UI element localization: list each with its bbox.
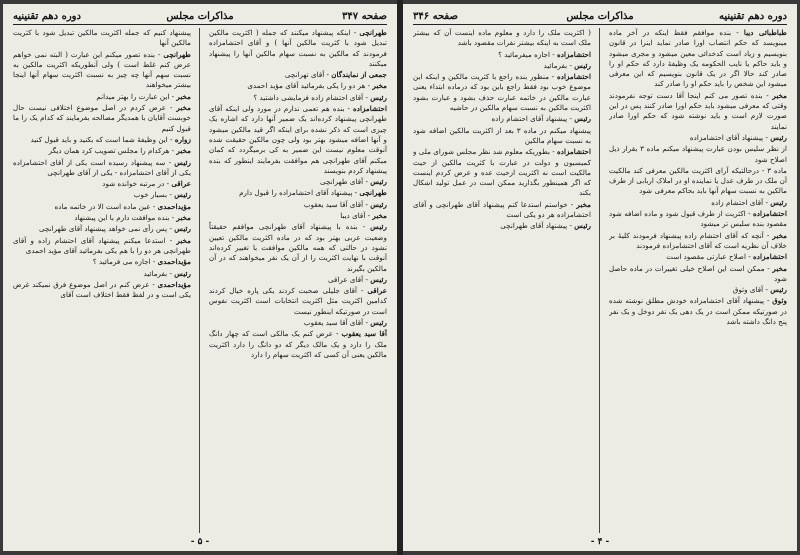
left-page-number-label: صفحه ۳۴۷ (342, 11, 387, 22)
speech-text: - آقای دیبا (340, 211, 371, 221)
speech-text: - پیشنهاد آقای احتشامزاده (689, 132, 768, 142)
transcript-paragraph (13, 135, 191, 145)
speaker-name: رئیس (370, 318, 387, 328)
left-page-right-column (209, 28, 387, 533)
transcript-paragraph (209, 329, 387, 360)
speaker-name: رئیس (370, 199, 387, 209)
speaker-name: احتشامزاده (557, 72, 591, 82)
transcript-paragraph (609, 296, 787, 327)
speaker-name: احتشامزاده (753, 252, 787, 262)
left-page-session: دوره دهم تقنینیه (13, 11, 81, 22)
speaker-name: مخبر (176, 213, 191, 223)
speaker-name: رئیس (174, 190, 191, 200)
speaker-name: مخبر (772, 230, 787, 240)
transcript-paragraph (13, 280, 191, 301)
speech-text: - هر دو را یکی بفرمائید آقای مؤید احمدی (247, 81, 371, 91)
speaker-name: رئیس (370, 177, 387, 187)
speaker-name: جمعی از نمایندگان (331, 70, 387, 80)
speaker-name: رئیس (770, 132, 787, 142)
transcript-paragraph (13, 224, 191, 234)
speaker-name: عراقی (367, 286, 387, 296)
speaker-name: آقا سید یعقوب (341, 329, 387, 339)
speaker-name: مخبر (772, 263, 787, 273)
transcript-paragraph (209, 28, 387, 69)
speaker-name: احتشامزاده (557, 147, 591, 157)
speech-text: - آقای طهرانچی (320, 177, 368, 187)
speaker-name: رئیس (174, 224, 191, 234)
speaker-name: رئیس (370, 222, 387, 232)
speech-text: - منظور بنده راجع با کثریت مالکین و اینکه این موضوع خوب بود فقط راجع باین بود که درماده ابتداء یعنی عبارت مالکین در خاتمه عبارت حذف بشود و عبارت بشود اکثریت مالکین به نسبت سهام مالکین در حاشیه (413, 72, 591, 113)
right-page-number-label: صفحه ۳۴۶ (413, 11, 458, 22)
speaker-name: وثوق (772, 296, 787, 306)
speech-text: - پیشنهاد آقای طهرانچی (500, 221, 572, 231)
transcript-paragraph (413, 61, 591, 71)
speaker-name: رئیس (770, 197, 787, 207)
speaker-name: عراقی (171, 179, 191, 189)
transcript-paragraph (13, 92, 191, 102)
speech-text: - پیشنهاد آقای احتشامزاده خودش مطلق نوشته شده در صورتیکه ممکن است در یک دهی یک نفر دوخل و یک نفر پنج دانگ داشته باشد (609, 296, 787, 327)
transcript-paragraph (13, 146, 191, 156)
speech-text: - بنده با پیشنهاد آقای طهرانچی موافقم حقیقتاً وضعیت عربی بهتر بود که در ماده اکثریت مالکین تعیین نشود در حالتی که همه مالکین موافقت با تغییر کرده‌اند آنوقت با نهایت اکثریت را از آن یک نفر میخواهند که در آن مالکین بگیرند (209, 222, 387, 273)
speaker-name: طهرانچی (359, 28, 387, 37)
speaker-name: رئیس (574, 114, 591, 124)
transcript-paragraph (609, 252, 787, 262)
speaker-name: طهرانچی (359, 188, 387, 198)
transcript-paragraph (209, 318, 387, 328)
speaker-name: رئیس (370, 274, 387, 284)
speaker-name: مخبر (176, 146, 191, 156)
right-page-footer: - ۴ - (590, 537, 610, 547)
transcript-paragraph (13, 236, 191, 257)
speaker-name: رئیس (174, 268, 191, 278)
speaker-name: احتشامزاده (353, 104, 387, 114)
speaker-name: رئیس (174, 157, 191, 167)
left-column-divider (199, 28, 200, 533)
speaker-name: زواره (174, 134, 191, 144)
speech-text: - بطوریکه معلوم شد نظر مجلس شورای ملی و کمیسیون و دولت در عبارت با کثریت مالکین از حیث مالکیت است نه اکثریت ازحیث عده و عرض کردم اینست که اگر همینطور بگذارید ممکن است در عمل تولید اشکال بکند (413, 147, 591, 198)
transcript-paragraph (609, 91, 787, 132)
speech-text: - آقای عراقی (327, 274, 368, 284)
right-page-title: مذاکرات مجلس (566, 11, 634, 22)
speaker-name: مؤیداحمدی (157, 201, 191, 211)
right-page-header (413, 10, 787, 25)
speech-text: - اصلاح عبارتی مقصود است (666, 252, 751, 262)
speech-text: - اجازه میفرمائید ؟ (498, 49, 555, 59)
left-page-header (13, 10, 387, 25)
transcript-paragraph (209, 188, 387, 198)
transcript-paragraph (13, 50, 191, 91)
speech-text: - اجازه می فرمائید ؟ (92, 257, 156, 267)
transcript-paragraph (609, 198, 787, 208)
left-page-footer: - ۵ - (190, 537, 210, 547)
speech-text: پیشنهاد کنیم که جمله اکثریت مالکین تبدیل شود با کثریت مالکین آنها (13, 28, 191, 48)
transcript-paragraph (609, 264, 787, 285)
speaker-name: رئیس (574, 60, 591, 70)
transcript-paragraph (609, 166, 787, 197)
transcript-paragraph (609, 285, 787, 295)
transcript-paragraph (209, 93, 387, 103)
transcript-paragraph (609, 209, 787, 230)
transcript-paragraph (13, 269, 191, 279)
speaker-name: احتشامزاده (752, 209, 787, 219)
speech-text: - ممکن است این اصلاح خیلی تغییرات در ماده حاصل شود (609, 263, 787, 283)
right-page-right-column (609, 28, 787, 533)
speech-text: - این عبارت را بهتر میدانم (96, 91, 175, 101)
speaker-name: رئیس (370, 92, 387, 102)
speech-text: - خواستم استدعا کنم پیشنهاد آقای طهرانچی و آقای احتشامزاده هر دو یکی است (413, 199, 591, 220)
speech-text: - اینکه پیشنهاد میکنند که جمله ( اکثریت مالکین تبدیل شود با کثریت مالکین آنها ) و آقای احتشامزاده فرمودند که مالکین به نسبت سهام مالکین آنها را پیشنهاد میکنند (209, 28, 387, 68)
speech-text: - بفرمائید (143, 268, 172, 278)
speech-text: - پیشنهاد آقای احتشامزاده را قبول دارم (239, 188, 358, 198)
speaker-name: مخبر (372, 211, 387, 221)
transcript-paragraph (413, 114, 591, 124)
transcript-paragraph (413, 72, 591, 113)
speech-text: - عرض کنم در اصل موضوع فرق نمیکند غرض یکی است و در لفظ فقط اختلاف است آقای (13, 279, 191, 300)
right-page-session: دوره دهم تقنینیه (719, 11, 787, 22)
speech-text: - آقای وثوق (732, 285, 768, 295)
speech-text: - بنده موافقت دارم با این پیشنهاد (74, 213, 175, 223)
left-page-title: مذاکرات مجلس (166, 11, 234, 22)
speech-text: - آقای آقا سید یعقوب (303, 199, 368, 209)
speaker-name: طباطبائی دیبا (743, 28, 787, 37)
transcript-paragraph (209, 81, 387, 91)
transcript-paragraph (13, 28, 191, 49)
transcript-paragraph (13, 202, 191, 212)
speech-text: - در مرتبه خوانده شود (102, 179, 170, 189)
speech-text: پیشنهاد میکنم در ماده ۳ بعد از اکثریت مالکین اضافه شود به نسبت سهام مالکین (413, 125, 591, 145)
transcript-paragraph (609, 28, 787, 90)
left-page-left-column (13, 28, 191, 533)
transcript-paragraph (209, 177, 387, 187)
speech-text: - بنده تصور میکنم این عبارت ( البته نمی خواهم عرض کنم غلط است ) ولی آنطوریکه اکثریت مالکین به نسبت سهم آنها چه چیز به نسبت اکثریت سهام آنها اینجا بیشتر میخواهند (13, 49, 191, 90)
speech-text: - آقای آقا سید یعقوب (303, 318, 368, 328)
speech-text: از نظر سلیس بودن عبارت پیشنهاد میکنم ماده ۳ بقرار ذیل اصلاح شود (609, 144, 787, 164)
speech-text: - آنچه که آقای احتشام زاده پیشنهاد فرمودند کلیهٔ بر خلاف آن نظریه است که آقای احتشامزاده فرمودند (609, 230, 787, 250)
right-page (403, 4, 797, 551)
transcript-paragraph (413, 147, 591, 198)
speaker-name: مؤیداحمدی (157, 279, 191, 289)
speech-text: - استدعا میکنم پیشنهاد آقای احتشام زاده و آقای طهرانچی هر دو را با هم یکی بفرمائید آقای مؤید احمدی (13, 235, 191, 255)
speaker-name: مخبر (176, 91, 191, 101)
speech-text: ( اکثریت ملک را دارد و معلوم ماده اینست آن که بیشتر ملک است به اینکه بیشتر نفرات مقصود باشد (413, 28, 591, 48)
transcript-paragraph (209, 200, 387, 210)
transcript-paragraph (13, 158, 191, 179)
transcript-paragraph (13, 213, 191, 223)
speech-text: - بنده هم تعمی ندارم در مورد ولی اینکه آقای طهرانچی پیشنهاد کرده‌اند یک ضمیر آنها دارد که اشاره یک چیزی است که ذکر نشده برای اینکه اگر قید مالکین میشود و آنها اضافه میشود بهتر بود ولی چون مالکین حقیقت شده آنوقت معلوم نیست این ضمیر به کی برمیگردد که کمان میکنم آقای طهرانچی هم موافقت بفرمایند اینطور که بنده پیشنهاد کردم بنویسند (209, 104, 387, 175)
transcript-paragraph (609, 231, 787, 252)
speaker-name: احتشامزاده (557, 49, 591, 59)
speech-text: - آقای احتشام زاده فرمایشی داشتید ؟ (253, 92, 368, 102)
transcript-paragraph (413, 221, 591, 231)
speaker-name: مخبر (176, 103, 191, 113)
speech-text: ماده ۳ - درحالتیکه آرای اکثریت مالکین معرفی کند مالکیت آن ملک در طرف عدل یا نماینده او در املاک اربابی از طرف مالکین به نسبت سهام آنها باید بحاکم معرفی شود (609, 165, 787, 196)
speech-text: - بفرمائید (543, 60, 572, 70)
speech-text: - پس رأی نمی خواهد پیشنهاد آقای طهرانچی (39, 224, 172, 234)
transcript-paragraph (413, 28, 591, 49)
speaker-name: طهرانچی (163, 49, 191, 59)
speech-text: - بسیار خوب (133, 190, 172, 200)
speaker-name: رئیس (770, 285, 787, 295)
speech-text: - پیشنهاد آقای احتشام زاده (491, 114, 572, 124)
speaker-name: مخبر (176, 235, 191, 245)
transcript-paragraph (209, 104, 387, 176)
transcript-paragraph (209, 222, 387, 273)
transcript-paragraph (13, 190, 191, 200)
transcript-paragraph (413, 50, 591, 60)
speech-text: - آقای تهرانچی (284, 70, 329, 80)
speech-text: - عین ماده است الا در خاتمه ماده (54, 201, 156, 211)
speech-text: - هرکدام را مجلس تصویب کرد همان دیگر (48, 146, 175, 156)
speaker-name: مخبر (576, 199, 591, 209)
right-page-left-column (413, 28, 591, 533)
transcript-paragraph (609, 133, 787, 143)
speech-text: - سه پیشنهاد رسیده است یکی از آقای احتشامزاده یکی از آقای احتشامزاده - یکی از آقای طهرانچی (13, 157, 191, 177)
transcript-paragraph (209, 70, 387, 80)
speaker-name: مخبر (372, 81, 387, 91)
transcript-paragraph (13, 257, 191, 267)
speech-text: - عرض کنم یک مالکی است که چهار دانگ ملک را دارد و یک مالک دیگر که دو دانگ را دارد اکثریت مالکین یعنی آن کسی که اکثریت سهام را دارد (209, 329, 387, 359)
speech-text: - این وظیفهٔ شما است که بکنید و باید قبول کنید (30, 134, 173, 144)
speech-text: - عرض کردم در اصل موضوع اختلافی نیست حال خوبست آقایان با همدیگر مصالحه بفرمایند که کدام یک را ما قبول کنیم (13, 103, 191, 133)
left-page (3, 4, 397, 551)
speech-text: - آقای جلیلی صحبت کردند یکی پاره خیال کردند کدامین اکثریت مثل اکثریت انتخابات است اکثریت نفوس است در صورتیکه اینطور نیست (209, 286, 387, 316)
right-column-divider (599, 28, 600, 533)
speech-text: - آقای احتشام زاده (711, 197, 768, 207)
speaker-name: مخبر (772, 90, 787, 100)
transcript-paragraph (209, 275, 387, 285)
transcript-paragraph (609, 144, 787, 165)
speech-text: - بنده موافقم فقط اینکه در آخر ماده مینویسد که حکم انتصاب اورا صادر نماید اینرا در قانون بنویسیم و زیاد است کدخدائی معین میشود و مجری میشود و باید حاکم یا نایب الحکومه یک وظیفهٔ دارد که حکم او را صادر کند حالا اگر در یک قانون بنویسیم که این معرفی میشود این شخص را باید حکم او را صادر کند (609, 28, 787, 89)
speaker-name: مؤیداحمدی (157, 257, 191, 267)
speech-text: - بنده تصور می کنم اینجا آقا دست توجه نفرمودند وقتی که معرفی میشود باید حکم اورا صادر کنند پس در این صورت لازم است و باید نوشته شود که حکم اورا صادر نمایند (609, 90, 787, 131)
transcript-paragraph (13, 179, 191, 189)
transcript-paragraph (13, 103, 191, 134)
transcript-paragraph (413, 200, 591, 221)
transcript-paragraph (209, 286, 387, 317)
speaker-name: رئیس (574, 221, 591, 231)
transcript-paragraph (413, 126, 591, 147)
transcript-paragraph (209, 211, 387, 221)
speech-text: - اکثریت از طرف قبول شود و ماده اضافه شود مقصود بنده سلیس تر میشود (609, 209, 787, 229)
